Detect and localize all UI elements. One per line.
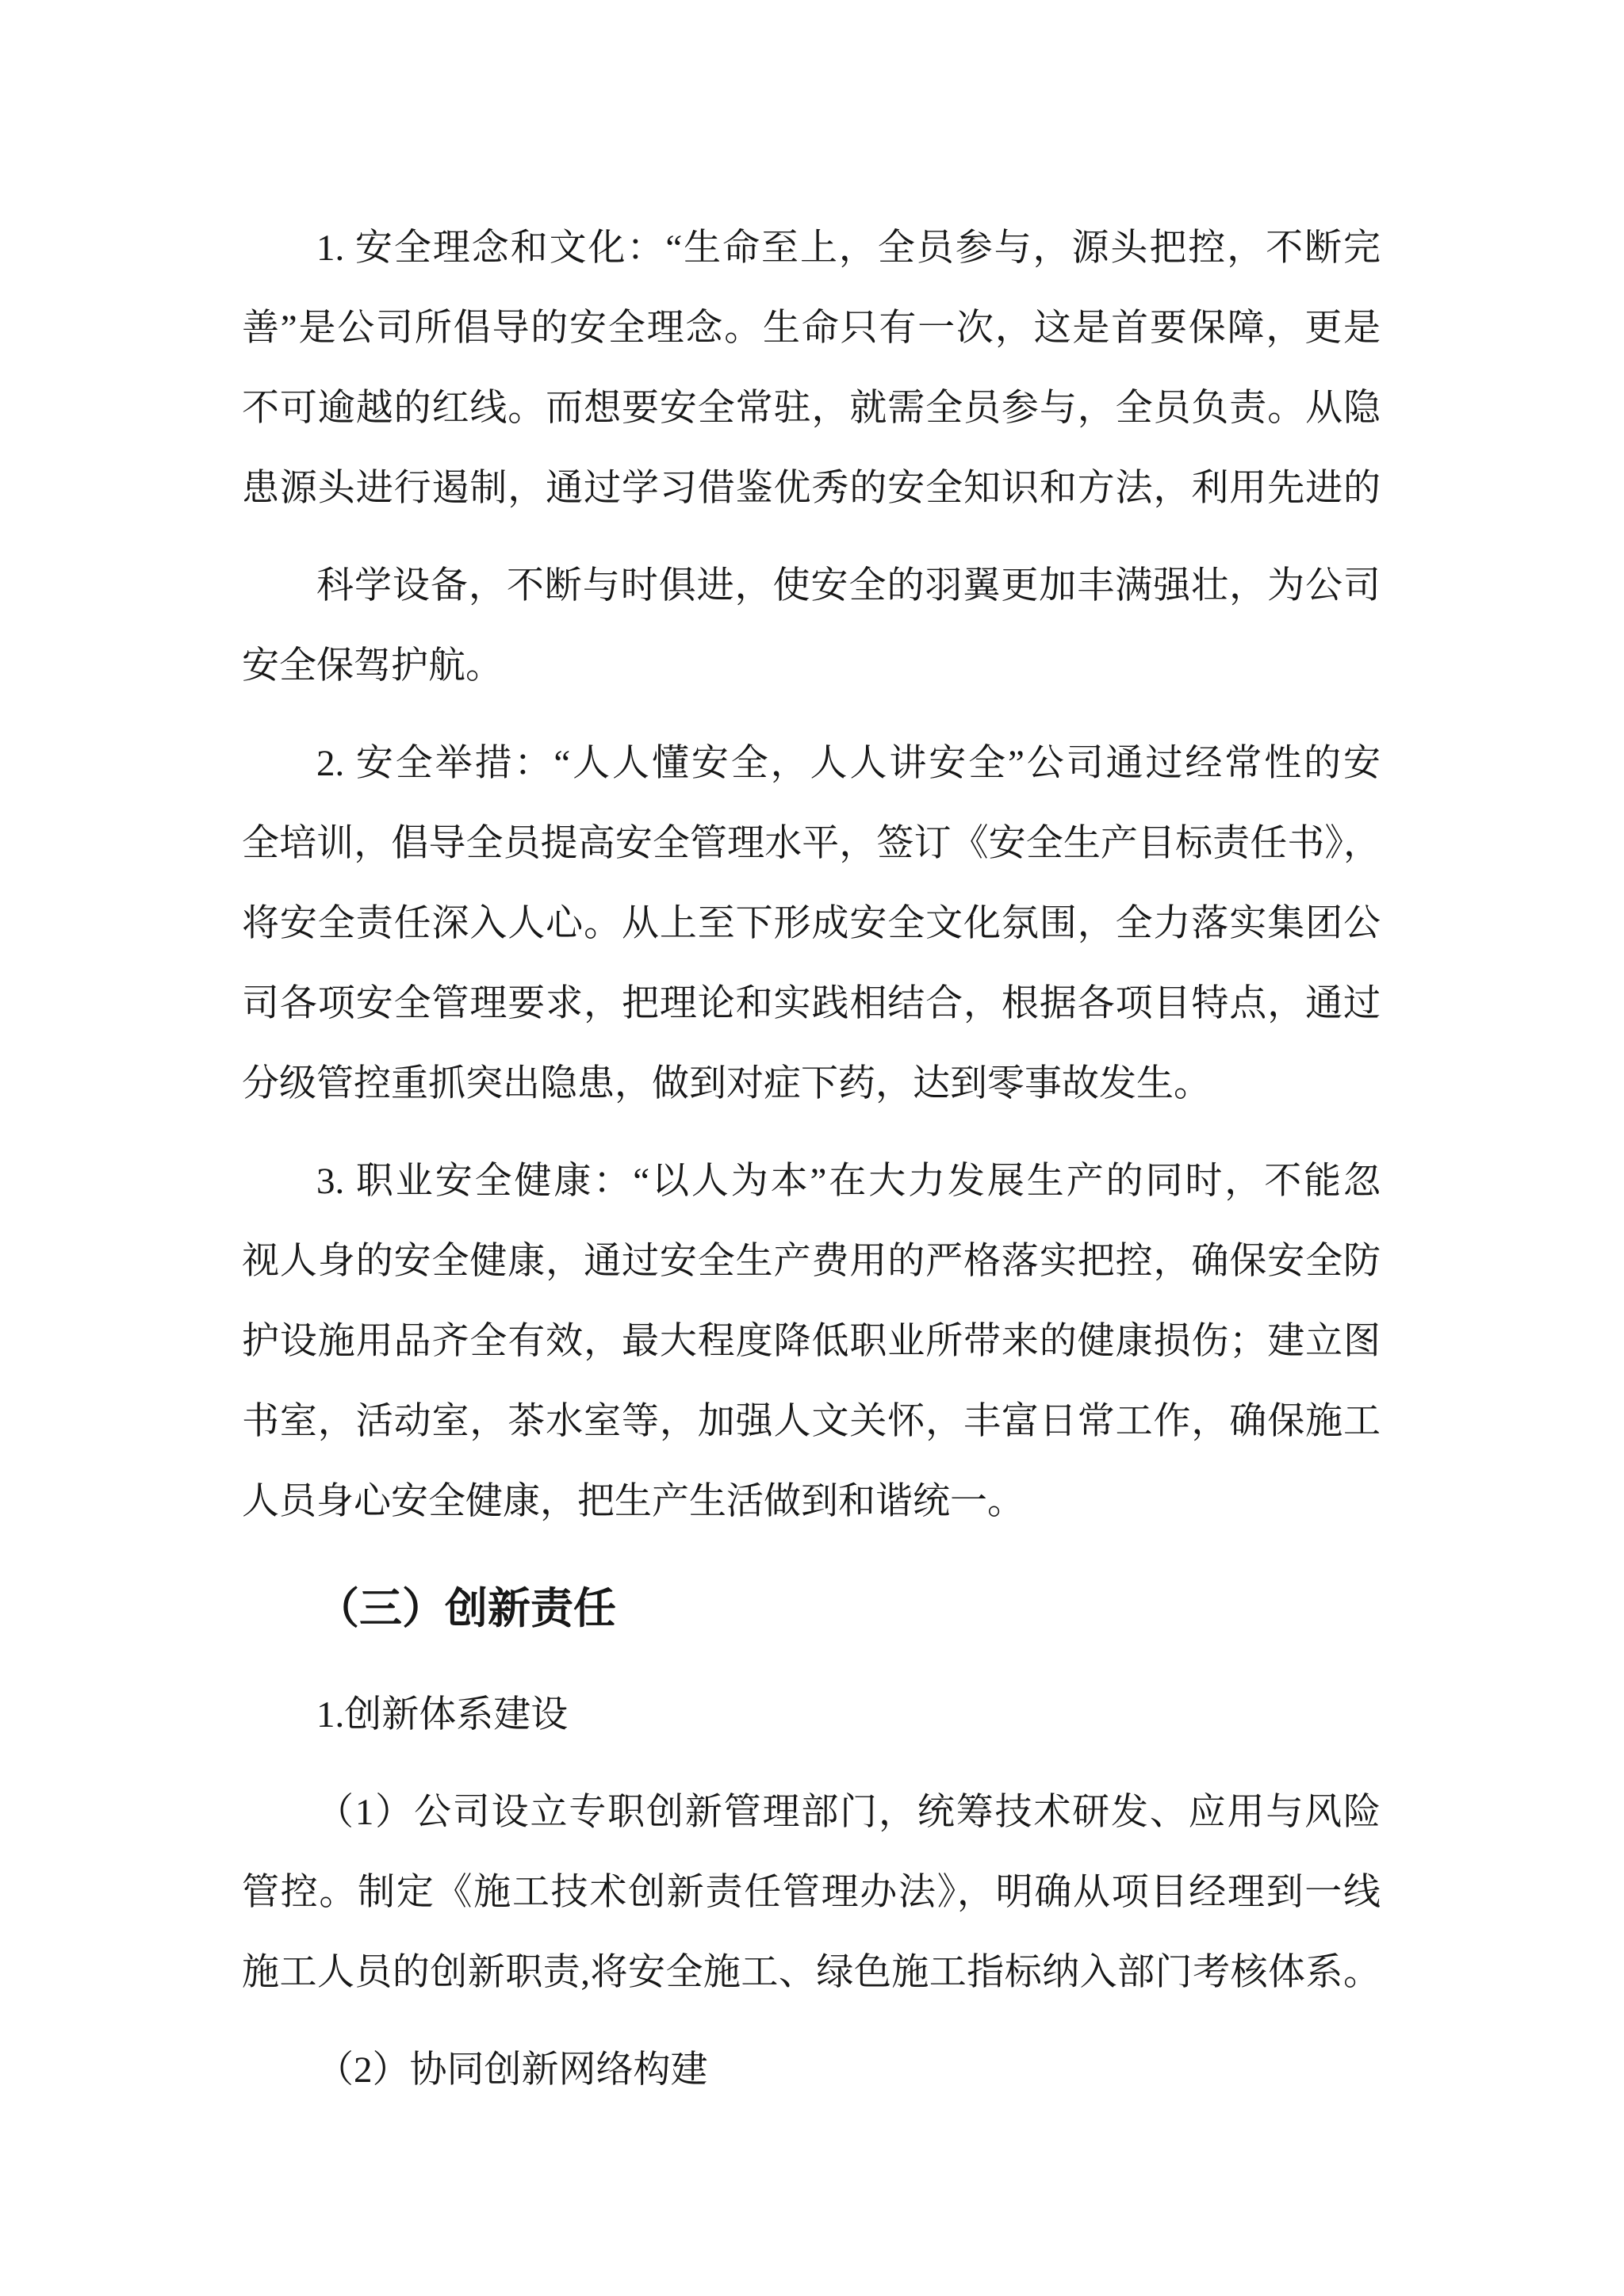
text-line: 护设施用品齐全有效，最大程度降低职业所带来的健康损伤；建立图	[242, 1321, 1381, 1362]
paragraph-safety-measures	[242, 724, 1381, 1124]
text-line: （2）协同创新网络构建	[316, 2049, 708, 2091]
text-line: 施工人员的创新职责,将安全施工、绿色施工指标纳入部门考核体系。	[242, 1952, 1381, 1993]
heading-text: （三）创新责任	[316, 1585, 616, 1632]
text-line: 司各项安全管理要求，把理论和实践相结合，根据各项目特点，通过	[242, 983, 1381, 1024]
text-line: 管控。制定《施工技术创新责任管理办法》，明确从项目经理到一线	[242, 1872, 1381, 1913]
paragraph-collaborative-innovation-network	[242, 2030, 1381, 2110]
paragraph-innovation-management-department	[242, 1773, 1381, 2013]
text-line: 分级管控重抓突出隐患，做到对症下药，达到零事故发生。	[242, 1063, 1211, 1104]
section-heading-innovation-responsibility	[242, 1559, 1381, 1658]
text-line: 视人身的安全健康，通过安全生产费用的严格落实把控，确保安全防	[242, 1241, 1381, 1282]
text-line: 善”是公司所倡导的安全理念。生命只有一次，这是首要保障，更是	[242, 308, 1381, 349]
text-line: 3. 职业安全健康：“以人为本”在大力发展生产的同时，不能忽	[316, 1161, 1381, 1202]
text-line: 全培训，倡导全员提高安全管理水平，签订《安全生产目标责任书》，	[242, 823, 1381, 864]
text-line: 2. 安全举措：“人人懂安全，人人讲安全”公司通过经常性的安	[316, 743, 1381, 784]
text-line: 将安全责任深入人心。从上至下形成安全文化氛围，全力落实集团公	[242, 903, 1381, 944]
text-line: 患源头进行遏制，通过学习借鉴优秀的安全知识和方法，利用先进的	[242, 468, 1381, 509]
paragraph-safety-concept-continuation	[242, 546, 1381, 706]
text-line: （1）公司设立专职创新管理部门，统筹技术研发、应用与风险	[316, 1792, 1381, 1833]
text-line: 人员身心安全健康，把生产生活做到和谐统一。	[242, 1481, 1025, 1522]
paragraph-safety-concept-and-culture	[242, 209, 1381, 529]
text-line: 1. 安全理念和文化：“生命至上，全员参与，源头把控，不断完	[316, 228, 1381, 269]
document-content	[242, 209, 1381, 2128]
text-line: 不可逾越的红线。而想要安全常驻，就需全员参与，全员负责。从隐	[242, 388, 1381, 429]
text-line: 1.创新体系建设	[316, 1694, 569, 1735]
paragraph-innovation-system-construction	[242, 1675, 1381, 1755]
paragraph-occupational-safety-health	[242, 1142, 1381, 1542]
text-line: 书室，活动室，茶水室等，加强人文关怀，丰富日常工作，确保施工	[242, 1401, 1381, 1442]
text-line: 科学设备，不断与时俱进，使安全的羽翼更加丰满强壮，为公司	[316, 565, 1381, 607]
text-line: 安全保驾护航。	[242, 645, 503, 687]
